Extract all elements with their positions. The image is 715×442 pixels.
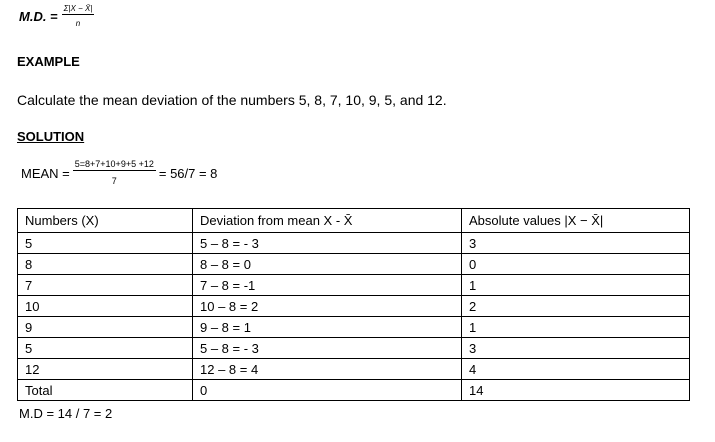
cell-absolute: 4	[462, 359, 690, 380]
table-row	[18, 254, 690, 275]
table-total-row	[18, 380, 690, 401]
mean-deviation-formula	[19, 5, 94, 28]
cell-number: 8	[18, 254, 193, 275]
cell-deviation: 10 – 8 = 2	[193, 296, 462, 317]
header-numbers: Numbers (X)	[18, 209, 193, 233]
cell-number: 10	[18, 296, 193, 317]
cell-deviation: 12 – 8 = 4	[193, 359, 462, 380]
header-absolute: Absolute values |X − X̄|	[462, 209, 690, 233]
cell-deviation: 7 – 8 = -1	[193, 275, 462, 296]
formula-label: M.D. =	[19, 9, 58, 25]
mean-result: = 56/7 = 8	[158, 165, 218, 181]
table-row	[18, 275, 690, 296]
table-header-row	[18, 209, 690, 233]
cell-absolute: 2	[462, 296, 690, 317]
formula-denominator: n	[75, 18, 81, 28]
cell-absolute: 1	[462, 317, 690, 338]
mean-denominator: 7	[111, 175, 117, 186]
mean-fraction	[73, 160, 156, 187]
mean-deviation-result: M.D = 14 / 7 = 2	[19, 406, 113, 421]
example-heading: EXAMPLE	[17, 54, 80, 69]
question-text: Calculate the mean deviation of the numbers 5, 8, 7, 10, 9, 5, and 12.	[17, 92, 447, 108]
cell-deviation: 9 – 8 = 1	[193, 317, 462, 338]
table-row	[18, 338, 690, 359]
cell-absolute: 0	[462, 254, 690, 275]
cell-total-label: Total	[18, 380, 193, 401]
cell-number: 9	[18, 317, 193, 338]
mean-numerator: 5=8+7+10+9+5 +12	[74, 159, 154, 169]
table-row	[18, 233, 690, 254]
table-row	[18, 296, 690, 317]
header-deviation: Deviation from mean X - X̄	[193, 209, 462, 233]
cell-total-deviation: 0	[193, 380, 462, 401]
formula-fraction	[62, 5, 95, 28]
cell-deviation: 5 – 8 = - 3	[193, 233, 462, 254]
deviation-table	[17, 208, 690, 401]
cell-number: 7	[18, 275, 193, 296]
cell-deviation: 5 – 8 = - 3	[193, 338, 462, 359]
cell-total-absolute: 14	[462, 380, 690, 401]
table-row	[18, 317, 690, 338]
cell-number: 5	[18, 338, 193, 359]
cell-absolute: 1	[462, 275, 690, 296]
cell-number: 12	[18, 359, 193, 380]
cell-absolute: 3	[462, 233, 690, 254]
cell-absolute: 3	[462, 338, 690, 359]
solution-heading: SOLUTION	[17, 129, 85, 144]
table-row	[18, 359, 690, 380]
mean-calculation	[21, 160, 217, 187]
mean-label: MEAN =	[21, 165, 70, 181]
cell-deviation: 8 – 8 = 0	[193, 254, 462, 275]
cell-number: 5	[18, 233, 193, 254]
formula-numerator: Σ|X − X̄|	[63, 4, 93, 13]
